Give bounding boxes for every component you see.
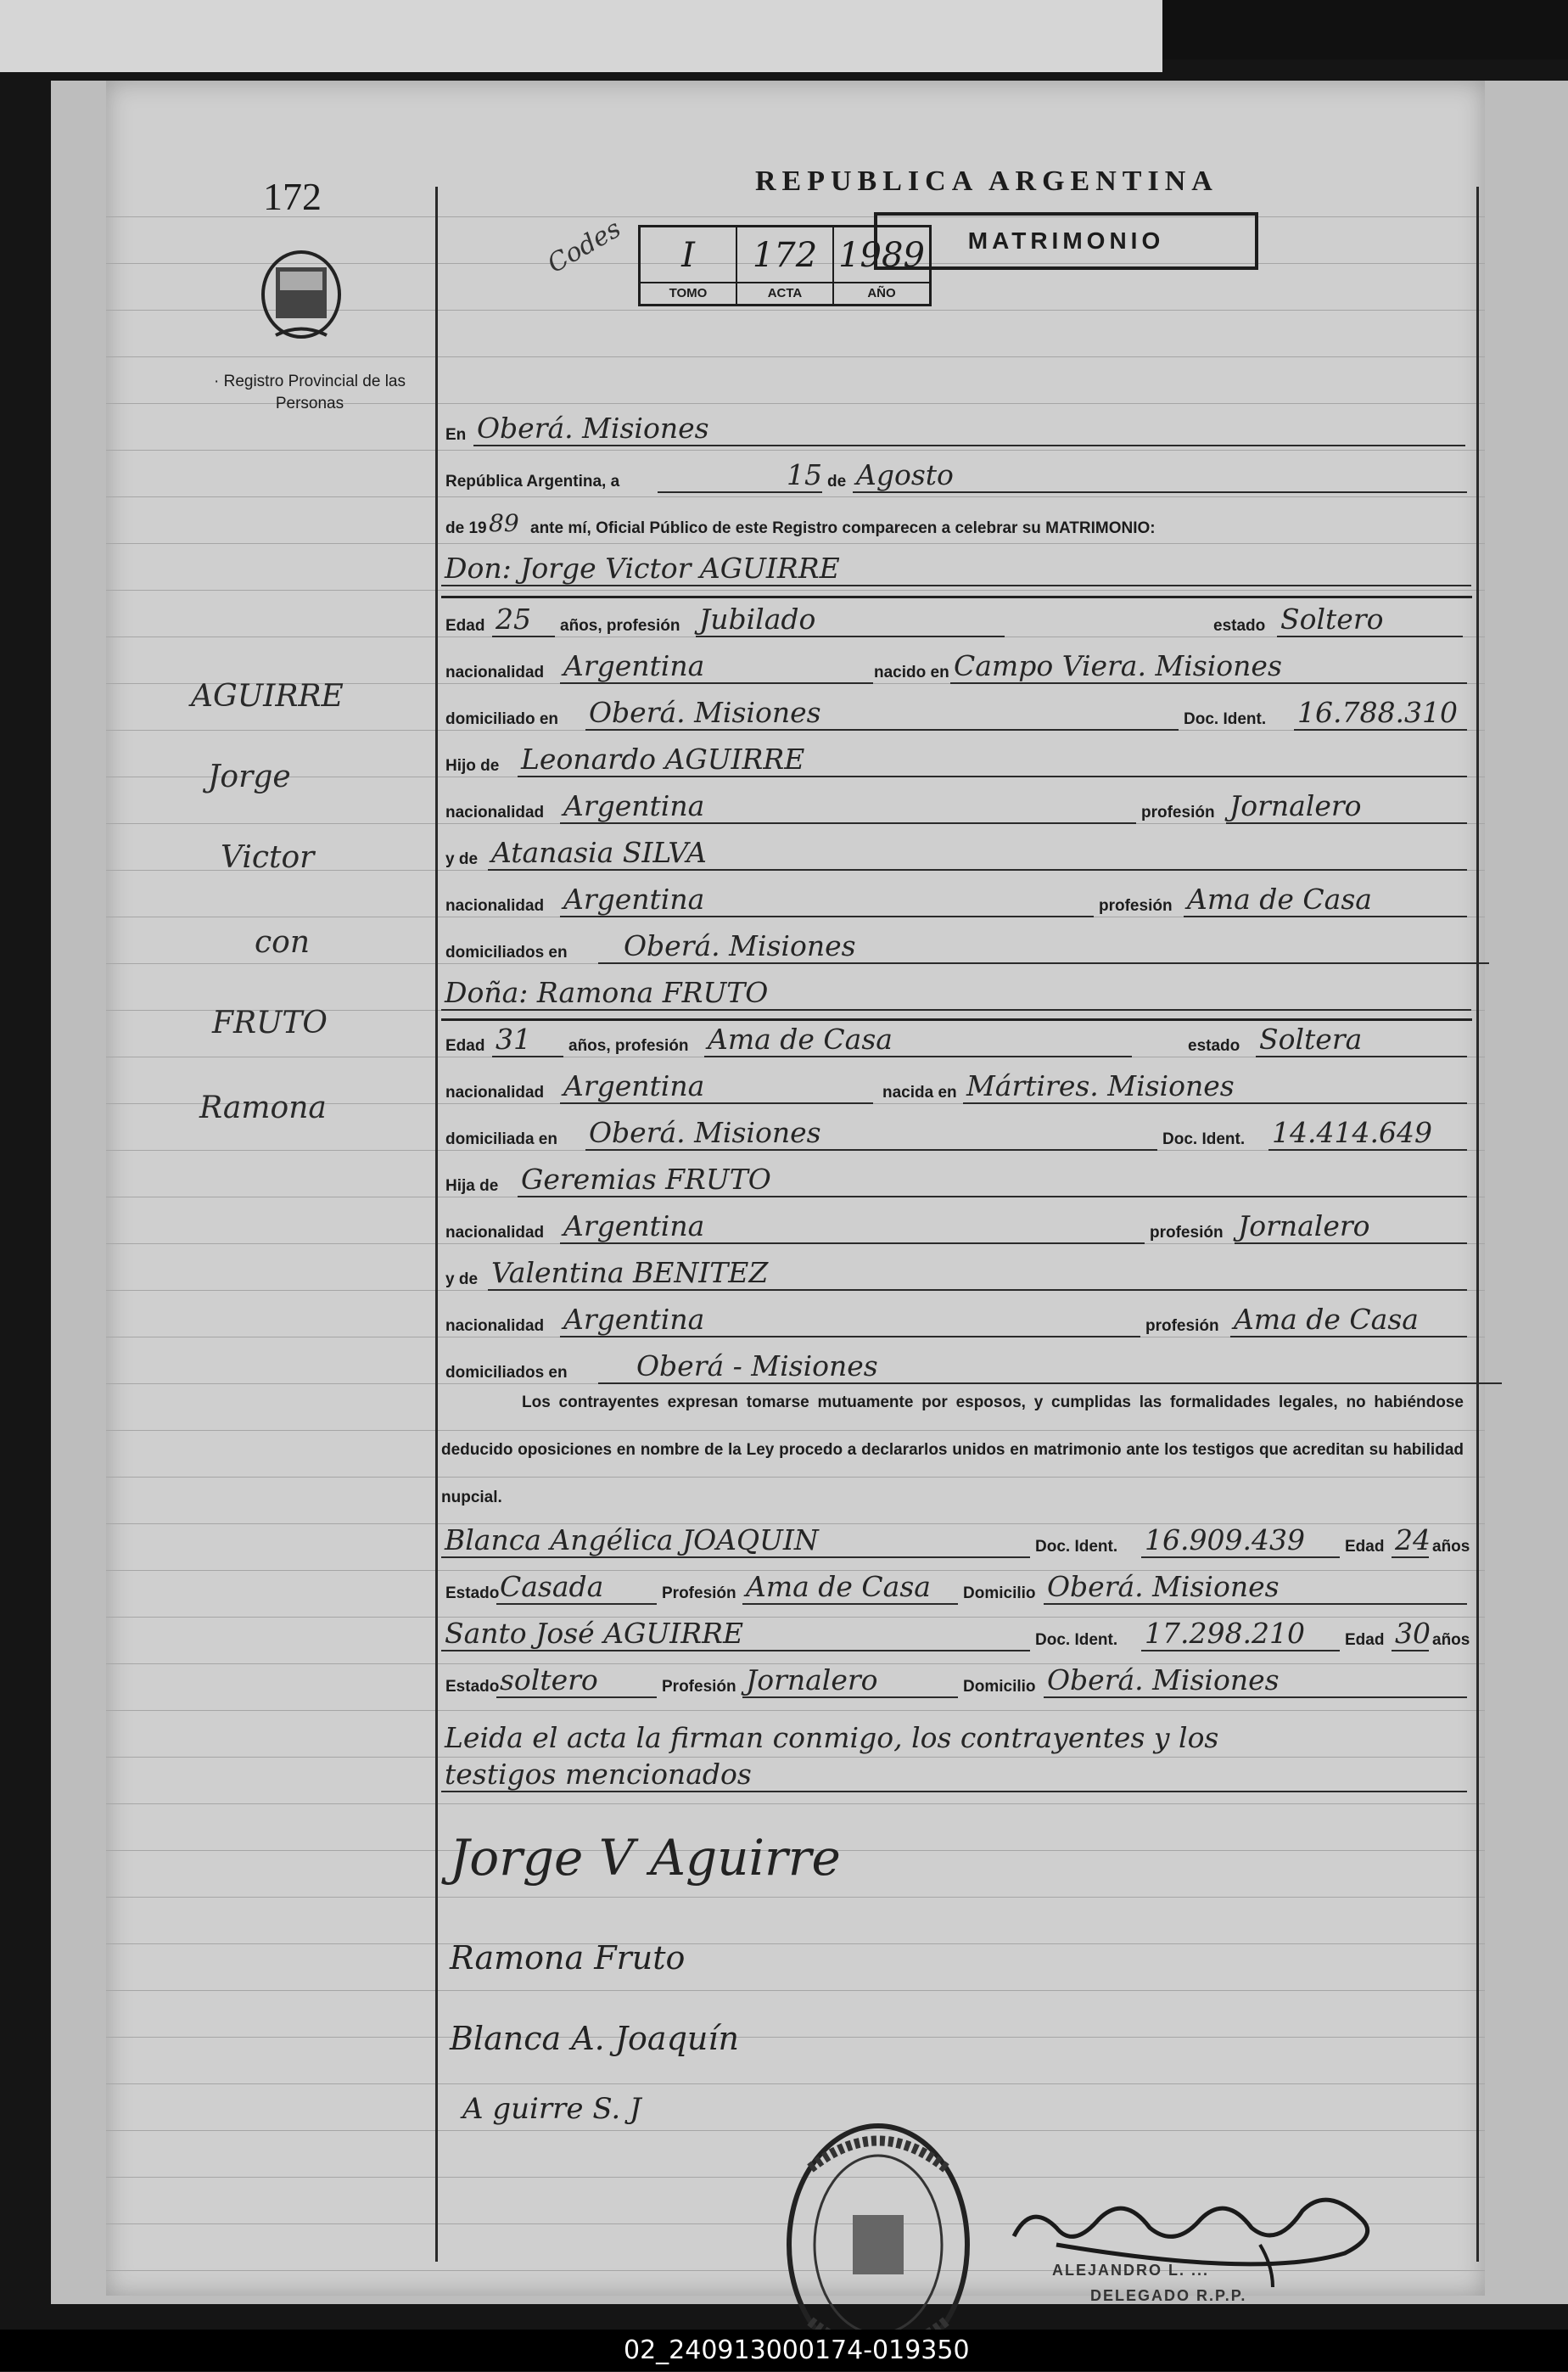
bride-doc: 14.414.649 — [1268, 1117, 1467, 1151]
bride-father-row — [441, 1163, 1459, 1201]
groom-parents-domicile: Oberá. Misiones — [598, 930, 1489, 964]
closing-line-2 — [441, 1757, 1459, 1796]
groom-nationality: Argentina — [560, 650, 873, 684]
bride-parents-domicile: Oberá - Misiones — [598, 1350, 1502, 1384]
groom-father-profession: Jornalero — [1226, 790, 1467, 824]
document-type-box: MATRIMONIO — [874, 212, 1258, 270]
year-row — [441, 509, 1459, 543]
witness1-status: Casada — [496, 1571, 657, 1605]
witness1-doc: 16.909.439 — [1141, 1524, 1340, 1558]
bride-age-row — [441, 1023, 1459, 1061]
acta-cell — [737, 227, 834, 304]
bride-mother-profession: Ama de Casa — [1230, 1304, 1467, 1337]
margin-surname-groom: AGUIRRE — [191, 679, 344, 714]
bride-domicile: Oberá. Misiones — [585, 1117, 1157, 1151]
groom-name: Don: Jorge Victor AGUIRRE — [441, 552, 1471, 586]
groom-domicile-row — [441, 696, 1459, 734]
witness1-age: 24 — [1392, 1524, 1429, 1558]
groom-mother-row — [441, 836, 1459, 874]
groom-father-nat-row — [441, 789, 1459, 827]
place-row — [441, 412, 1459, 450]
groom-mother-nationality: Argentina — [560, 883, 1094, 917]
nacida-label: nacida en — [882, 1084, 957, 1102]
acta-label: ACTA — [737, 282, 832, 304]
year-suffix: 89 — [489, 509, 519, 537]
margin-middlename-groom: Victor — [221, 840, 315, 875]
bride-nationality-row — [441, 1069, 1459, 1107]
bride-name: Doña: Ramona FRUTO — [441, 977, 1471, 1011]
groom-age: 25 — [492, 603, 555, 637]
margin-firstname-bride: Ramona — [199, 1091, 327, 1125]
domiciliados-label: domiciliados en — [445, 944, 568, 962]
form-area — [441, 81, 1468, 2296]
bride-name-row — [441, 976, 1459, 1014]
nacido-label: nacido en — [874, 664, 949, 681]
profesion-label: años, profesión — [568, 1037, 689, 1055]
right-rule — [1476, 187, 1479, 2262]
edad-label: Edad — [1345, 1631, 1385, 1649]
month-value: Agosto — [853, 459, 1467, 493]
place-value: Oberá. Misiones — [473, 412, 1465, 446]
witness2-name: Santo José AGUIRRE — [441, 1618, 1030, 1651]
groom-status: Soltero — [1277, 603, 1463, 637]
nacionalidad-label: nacionalidad — [445, 1224, 545, 1242]
declaration-paragraph — [441, 1379, 1464, 1522]
edad-label: Edad — [445, 617, 485, 635]
acta-value: 172 — [752, 236, 818, 275]
section-divider — [441, 1018, 1472, 1021]
bride-age: 31 — [492, 1023, 563, 1057]
margin-firstname-groom: Jorge — [208, 760, 291, 794]
anio-label: AÑO — [834, 282, 929, 304]
witness1-name: Blanca Angélica JOAQUIN — [441, 1524, 1030, 1558]
date-row — [441, 458, 1459, 496]
bride-father-profession: Jornalero — [1235, 1210, 1467, 1244]
doc-label: Doc. Ident. — [1162, 1130, 1246, 1148]
hija-label: Hija de — [445, 1177, 499, 1195]
edad-label: Edad — [1345, 1538, 1385, 1556]
nacionalidad-label: nacionalidad — [445, 1084, 545, 1102]
country-title: REPUBLICA ARGENTINA — [755, 165, 1218, 197]
groom-name-row — [441, 552, 1459, 590]
coat-of-arms-icon — [255, 242, 348, 344]
en-label: En — [445, 426, 467, 444]
profesion-label: profesión — [1150, 1224, 1224, 1242]
nacionalidad-label: nacionalidad — [445, 1317, 545, 1335]
register-page — [106, 81, 1485, 2304]
estado-label: estado — [1188, 1037, 1240, 1055]
nacionalidad-label: nacionalidad — [445, 664, 545, 681]
bride-father-nat-row — [441, 1209, 1459, 1248]
bride-father-nationality: Argentina — [560, 1210, 1145, 1244]
anios-label: años — [1432, 1631, 1470, 1649]
profesion-label: profesión — [1145, 1317, 1219, 1335]
tomo-value: I — [681, 236, 695, 275]
witness1-domicile: Oberá. Misiones — [1044, 1571, 1467, 1605]
bride-mother-row — [441, 1256, 1459, 1294]
closing-text-2: testigos mencionados — [441, 1758, 1467, 1792]
closing-text-1: Leida el acta la firman conmigo, los contrayentes y los — [445, 1721, 1219, 1754]
edad-label: Edad — [445, 1037, 485, 1055]
groom-father: Leonardo AGUIRRE — [518, 743, 1467, 777]
profesion-label: profesión — [1099, 897, 1173, 915]
domicilio-label: Domicilio — [963, 1584, 1036, 1602]
witness2-domicile: Oberá. Misiones — [1044, 1664, 1467, 1698]
estado-label: Estado — [445, 1678, 500, 1696]
groom-father-row — [441, 743, 1459, 781]
domicilio-label: domiciliado en — [445, 710, 559, 728]
doc-label: Doc. Ident. — [1184, 710, 1267, 728]
top-dark-area — [1162, 0, 1568, 59]
doc-label: Doc. Ident. — [1035, 1631, 1118, 1649]
yde-label: y de — [445, 1270, 479, 1288]
bride-status: Soltera — [1256, 1023, 1467, 1057]
republica-label: República Argentina, a — [445, 473, 620, 491]
anio-value: 1989 — [838, 236, 925, 275]
top-paper-edge — [0, 0, 1162, 72]
witness2-row — [441, 1617, 1470, 1655]
groom-mother-profession: Ama de Casa — [1184, 883, 1467, 917]
yde-label: y de — [445, 850, 479, 868]
witness2-details-row — [441, 1663, 1459, 1702]
page-number: 172 — [263, 175, 322, 218]
profesion-label: profesión — [1141, 804, 1215, 822]
left-margin — [106, 81, 437, 2296]
closing-line-1 — [441, 1719, 1459, 1758]
groom-domicile: Oberá. Misiones — [585, 697, 1179, 731]
day-value: 15 — [658, 459, 822, 493]
witness2-status: soltero — [496, 1664, 657, 1698]
tomo-cell — [641, 227, 737, 304]
profesion-label: años, profesión — [560, 617, 680, 635]
domiciliada-label: domiciliada en — [445, 1130, 557, 1148]
witness2-doc: 17.298.210 — [1141, 1618, 1340, 1651]
declaration-text: Los contrayentes expresan tomarse mutuamente por esposos, y cumplidas las formalidades legales, no habiéndose deducido oposiciones en nombre de la Ley procedo a declararlos unidos en matrimonio ante los testigos que acreditan su habilidad nupcial. — [441, 1393, 1464, 1506]
estado-label: estado — [1213, 617, 1266, 635]
hijo-label: Hijo de — [445, 757, 500, 775]
doc-label: Doc. Ident. — [1035, 1538, 1118, 1556]
witness1-profession: Ama de Casa — [742, 1571, 958, 1605]
groom-mother-nat-row — [441, 883, 1459, 921]
groom-mother: Atanasia SILVA — [488, 837, 1467, 871]
witness1-details-row — [441, 1570, 1459, 1608]
margin-conjunction: con — [255, 925, 311, 960]
groom-age-row — [441, 603, 1459, 641]
witness1-row — [441, 1523, 1470, 1562]
groom-parents-dom-row — [441, 929, 1459, 967]
bride-birthplace: Mártires. Misiones — [963, 1070, 1467, 1104]
comparecen-text: ante mí, Oficial Público de este Registro comparecen a celebrar su MATRIMONIO: — [530, 519, 1156, 537]
bride-signature: Ramona Fruto — [450, 1939, 686, 1977]
profesion-label: Profesión — [662, 1584, 736, 1602]
bride-mother-nat-row — [441, 1303, 1459, 1341]
bride-nationality: Argentina — [560, 1070, 873, 1104]
witness2-profession: Jornalero — [742, 1664, 958, 1698]
groom-nationality-row — [441, 649, 1459, 687]
witness1-signature: Blanca A. Joaquín — [450, 2020, 740, 2057]
de-label: de — [827, 473, 847, 491]
witness2-signature: A guirre S. J — [462, 2092, 641, 2126]
bride-father: Geremias FRUTO — [518, 1164, 1467, 1197]
groom-birthplace: Campo Viera. Misiones — [950, 650, 1467, 684]
profesion-label: Profesión — [662, 1678, 736, 1696]
groom-signature: Jorge V Aguirre — [450, 1829, 841, 1887]
nacionalidad-label: nacionalidad — [445, 804, 545, 822]
margin-surname-bride: FRUTO — [212, 1006, 328, 1040]
groom-father-nationality: Argentina — [560, 790, 1136, 824]
registry-name: · Registro Provincial de las Personas — [214, 373, 406, 412]
anios-label: años — [1432, 1538, 1470, 1556]
witness2-age: 30 — [1392, 1618, 1429, 1651]
bride-profession: Ama de Casa — [704, 1023, 1132, 1057]
estado-label: Estado — [445, 1584, 500, 1602]
section-divider — [441, 596, 1472, 598]
nacionalidad-label: nacionalidad — [445, 897, 545, 915]
year-prefix: de 19 — [445, 519, 487, 537]
domicilio-label: Domicilio — [963, 1678, 1036, 1696]
bride-mother: Valentina BENITEZ — [488, 1257, 1467, 1291]
groom-profession: Jubilado — [696, 603, 1005, 637]
official-role: DELEGADO R.P.P. — [1090, 2287, 1247, 2304]
bride-domicile-row — [441, 1116, 1459, 1154]
image-identifier: 02_240913000174-019350 — [624, 2336, 970, 2365]
tomo-label: TOMO — [641, 282, 736, 304]
groom-doc: 16.788.310 — [1294, 697, 1467, 731]
margin-annotation: Codes — [542, 214, 626, 279]
bride-mother-nationality: Argentina — [560, 1304, 1140, 1337]
official-name: ALEJANDRO L. ... — [1052, 2262, 1210, 2279]
domiciliados-label: domiciliados en — [445, 1364, 568, 1382]
